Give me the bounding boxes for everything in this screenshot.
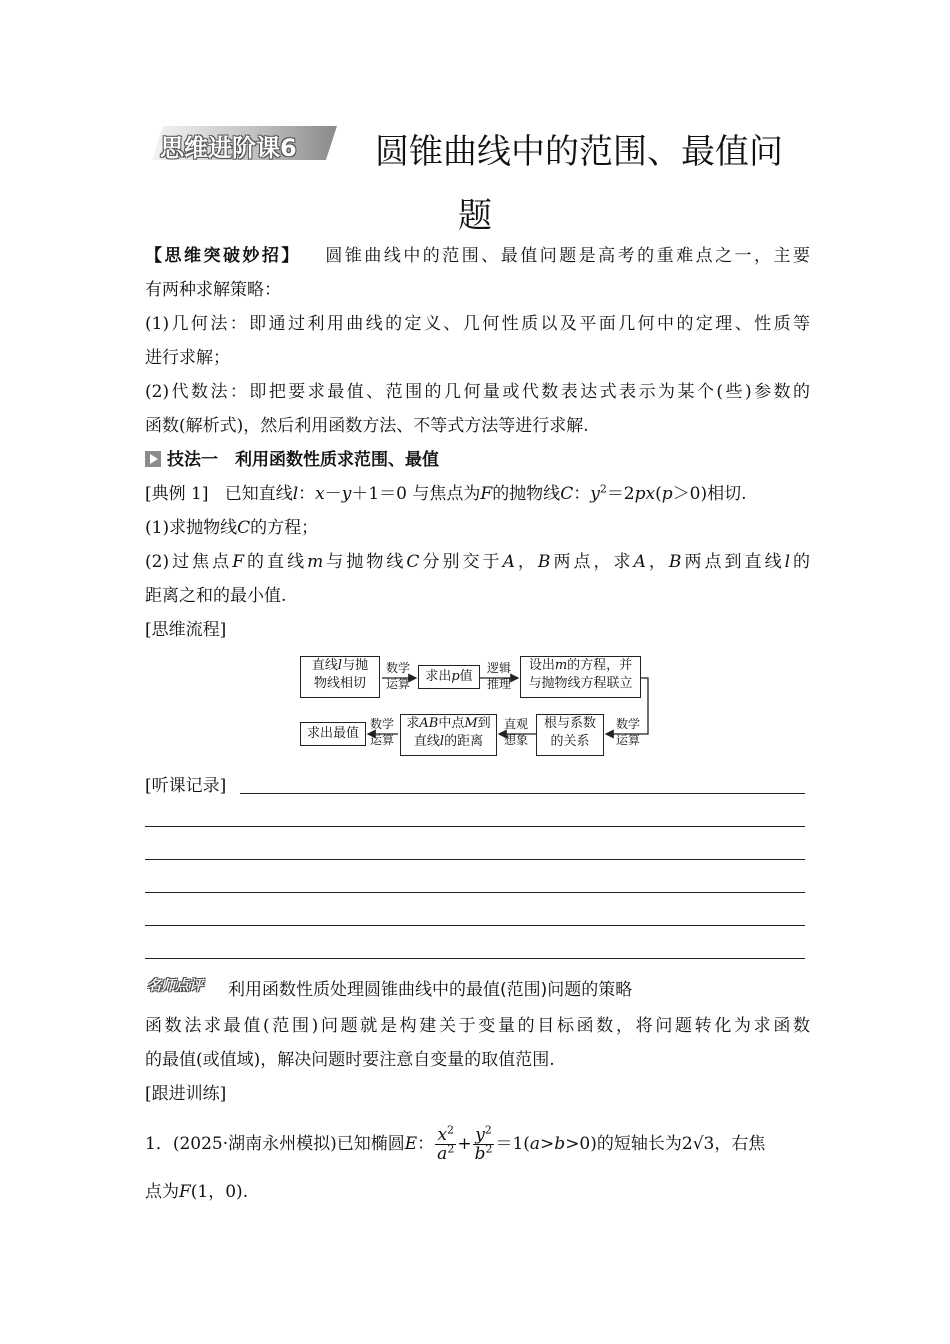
plus-sign: +	[457, 1134, 472, 1154]
var-p: p	[451, 669, 460, 684]
flow-text: 求	[406, 716, 420, 731]
page-title-continued: 题	[458, 196, 492, 236]
var-A: A	[502, 552, 515, 572]
var-C: C	[237, 518, 251, 538]
var-a: a	[529, 1134, 541, 1154]
example-text: (2)过焦点	[145, 552, 233, 572]
exponent: 2	[485, 1142, 493, 1156]
flow-text: 直线	[311, 658, 338, 673]
var-y: y	[590, 484, 600, 504]
flow-label-bottom: 运算	[615, 733, 640, 747]
var-l: l	[337, 658, 343, 673]
flow-text: 的关系	[550, 734, 590, 749]
question-text: 1．(2025·湖南永州模拟)已知椭圆	[145, 1134, 405, 1154]
practice-question-1-line-2	[145, 1180, 810, 1204]
flow-label-1	[380, 660, 416, 692]
flow-label-top: 数学	[615, 717, 640, 731]
var-A: A	[633, 552, 646, 572]
var-x: x	[315, 484, 325, 504]
flow-box-set-line	[520, 656, 641, 698]
var-l: l	[292, 484, 299, 504]
method-title: 技法一 利用函数性质求范围、最值	[167, 450, 439, 470]
algebra-method-line-2: 函数(解析式)，然后利用函数方法、不等式方法等进行求解.	[145, 416, 589, 436]
var-F: F	[232, 552, 244, 572]
flow-text: 值	[459, 669, 473, 684]
var-y: y	[475, 1125, 485, 1145]
example-text: ＋1＝0 与焦点为	[351, 484, 481, 504]
note-line-2[interactable]	[145, 826, 805, 827]
var-B: B	[668, 552, 682, 572]
fraction-y2-b2	[473, 1123, 495, 1164]
example-part-2	[145, 550, 810, 574]
var-px: px	[634, 484, 656, 504]
intro-line-2: 有两种求解策略：	[145, 280, 281, 300]
var-AB: AB	[419, 716, 439, 731]
flow-text: 到	[477, 716, 491, 731]
example-text: 的抛物线	[492, 484, 561, 504]
example-part-2-line-2: 距离之和的最小值.	[145, 586, 287, 606]
flow-label-2	[481, 660, 517, 692]
var-b: b	[474, 1144, 486, 1164]
var-C: C	[406, 552, 420, 572]
flow-label-top: 数学	[385, 661, 410, 675]
flow-box-vieta	[536, 714, 604, 756]
flow-text: 中点	[438, 716, 465, 731]
example-text: (	[655, 484, 662, 504]
example-text: 的	[790, 552, 811, 572]
var-p: p	[661, 484, 673, 504]
flow-text: 求出	[425, 669, 452, 684]
question-text: ：	[417, 1134, 435, 1154]
teacher-comment-tag: 名师点评	[147, 978, 203, 994]
flow-text: 的距离	[444, 734, 484, 749]
flow-label-bottom: 想象	[503, 733, 528, 747]
geometry-method-line-2: 进行求解；	[145, 348, 230, 368]
var-C: C	[560, 484, 574, 504]
var-l: l	[784, 552, 791, 572]
var-y: y	[341, 484, 352, 504]
intro-line-1	[145, 244, 810, 268]
example-text: ：	[573, 484, 591, 504]
note-line-3[interactable]	[145, 859, 805, 860]
question-text: ，右焦	[714, 1134, 766, 1154]
note-line-5[interactable]	[145, 925, 805, 926]
example-text: 的直线	[244, 552, 308, 572]
example-label: [典例 1]	[145, 484, 209, 504]
notes-heading: [听课记录]	[145, 776, 227, 796]
coefficient: 2	[681, 1134, 693, 1154]
note-line-1[interactable]	[240, 793, 805, 794]
example-text: (1)求抛物线	[145, 518, 238, 538]
question-text: >0)的短轴长为	[565, 1134, 682, 1154]
var-x: x	[437, 1125, 448, 1145]
exponent: 2	[447, 1142, 455, 1156]
example-text: ，	[645, 552, 669, 572]
sqrt-three: √3	[692, 1134, 715, 1154]
play-triangle-icon	[145, 451, 161, 467]
var-E: E	[404, 1134, 418, 1154]
flow-label-top: 数学	[369, 717, 394, 731]
method-heading	[145, 448, 810, 472]
question-text: 点为	[145, 1182, 179, 1202]
example-text: －	[324, 484, 342, 504]
flow-label-bottom: 运算	[385, 677, 410, 691]
intro-label: 【思维突破妙招】	[145, 246, 301, 266]
var-m: m	[554, 658, 568, 673]
question-text: (1，0).	[190, 1182, 249, 1202]
fraction-x2-a2	[435, 1123, 456, 1164]
flow-label-5	[364, 716, 400, 748]
example-text: 两点到直线	[681, 552, 785, 572]
var-B: B	[537, 552, 551, 572]
flow-label-3	[610, 716, 646, 748]
flow-text: 根与系数	[543, 716, 596, 731]
flow-text: 与抛	[342, 658, 369, 673]
flow-text: 设出	[528, 658, 555, 673]
note-line-6[interactable]	[145, 958, 805, 959]
flow-label-4	[498, 716, 534, 748]
example-question	[145, 482, 810, 506]
intro-text-1: 圆锥曲线中的范围、最值问题是高考的重难点之一，主要	[322, 246, 811, 266]
var-b: b	[554, 1134, 566, 1154]
var-F: F	[179, 1182, 191, 1202]
example-text: 分别交于	[419, 552, 503, 572]
lesson-badge: 思维进阶课6	[160, 134, 297, 162]
example-text: ＝2	[606, 484, 635, 504]
flow-box-tangent	[300, 656, 380, 698]
flow-box-distance	[400, 714, 497, 756]
example-text: 的方程；	[250, 518, 319, 538]
flow-text: 物线相切	[313, 676, 366, 691]
flow-label-bottom: 运算	[369, 733, 394, 747]
example-part-1	[145, 516, 810, 540]
var-F: F	[480, 484, 493, 504]
example-text: 两点，求	[550, 552, 634, 572]
example-text: 与抛物线	[323, 552, 407, 572]
example-text: ，	[514, 552, 538, 572]
example-text: ＞0)相切.	[672, 484, 747, 504]
example-text: ：	[298, 484, 316, 504]
var-M: M	[464, 716, 478, 731]
comment-title: 利用函数性质处理圆锥曲线中的最值(范围)问题的策略	[228, 980, 633, 1000]
flow-label-top: 直观	[503, 717, 528, 731]
var-m: m	[307, 552, 324, 572]
geometry-method-line-1: (1)几何法：即通过利用曲线的定义、几何性质以及平面几何中的定理、性质等	[145, 314, 810, 334]
flow-label-top: 逻辑	[486, 661, 511, 675]
comment-text-2: 的最值(或值域)，解决问题时要注意自变量的取值范围.	[145, 1050, 555, 1070]
flow-box-find-p	[418, 665, 480, 689]
example-text: 已知直线	[224, 484, 293, 504]
practice-heading: [跟进训练]	[145, 1084, 227, 1104]
var-a: a	[437, 1144, 448, 1164]
flow-box-min-value: 求出最值	[300, 722, 366, 746]
note-line-4[interactable]	[145, 892, 805, 893]
question-text: ＝1(	[495, 1134, 530, 1154]
flow-text: 直线	[413, 734, 440, 749]
practice-question-1	[145, 1120, 810, 1168]
flow-label-bottom: 推理	[486, 677, 511, 691]
flow-text: 与抛物线方程联立	[528, 676, 633, 691]
comment-text-1: 函数法求最值(范围)问题就是构建关于变量的目标函数，将问题转化为求函数	[145, 1016, 810, 1036]
page-title: 圆锥曲线中的范围、最值问	[375, 132, 783, 172]
var-l: l	[439, 734, 445, 749]
exponent: 2	[484, 1123, 492, 1137]
algebra-method-line-1: (2)代数法：即把要求最值、范围的几何量或代数表达式表示为某个(些)参数的	[145, 382, 810, 402]
exponent: 2	[599, 482, 607, 496]
flow-text: 的方程，并	[567, 658, 633, 673]
question-text: >	[540, 1134, 555, 1154]
thinking-flowchart	[300, 652, 650, 756]
exponent: 2	[447, 1123, 455, 1137]
flow-heading: [思维流程]	[145, 620, 227, 640]
